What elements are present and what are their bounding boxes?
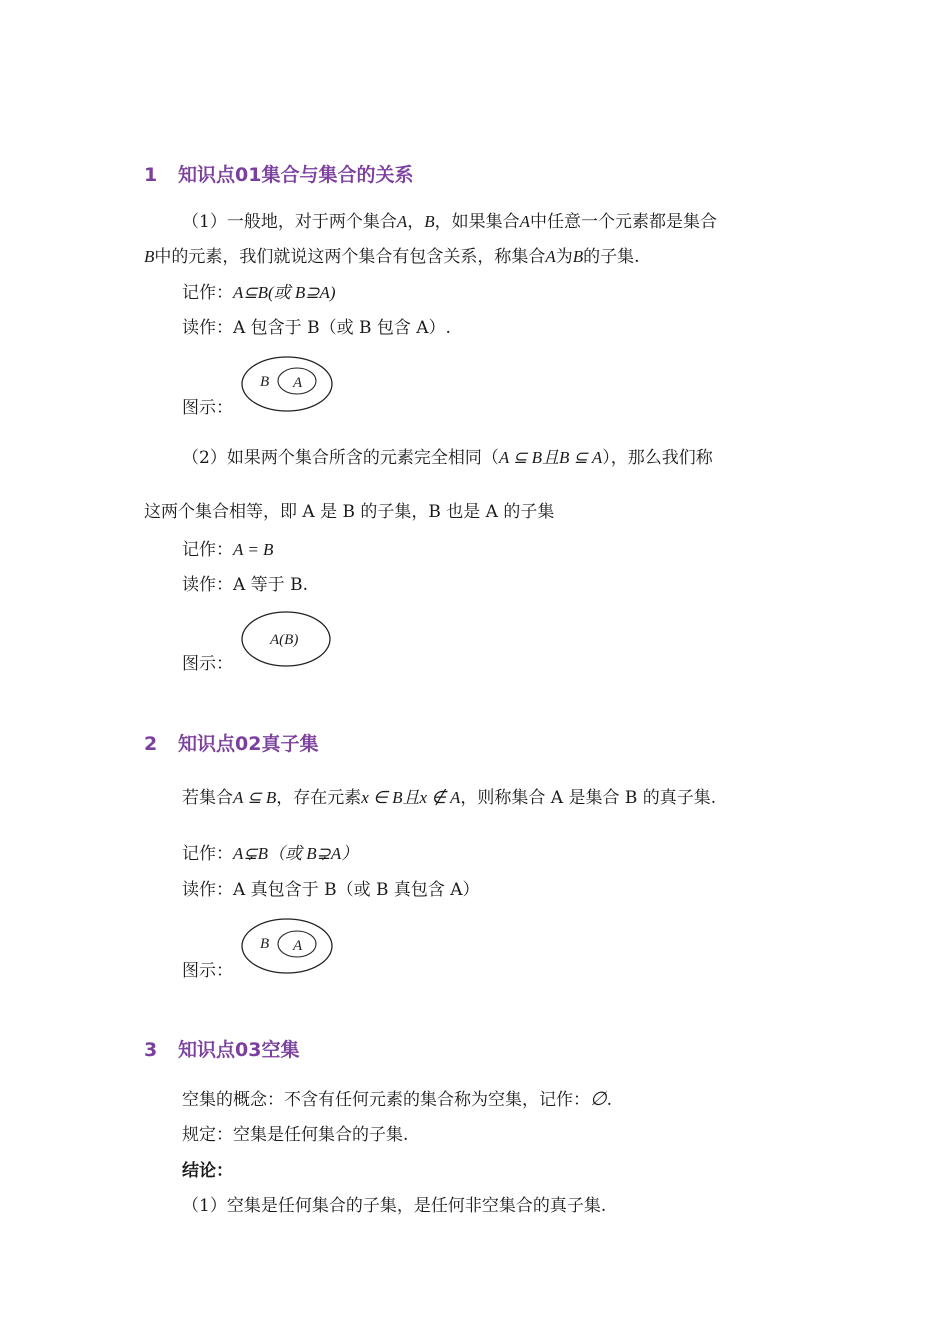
venn-inner-label: A — [293, 375, 303, 391]
label: 记作： — [182, 844, 233, 864]
label: 读作： — [182, 880, 233, 900]
section-title: 知识点03空集 — [178, 1039, 300, 1061]
notation-line-3 — [182, 843, 358, 865]
empty-set-symbol: ∅ — [590, 1089, 607, 1110]
venn-outer-label: B — [260, 374, 270, 390]
math-var: B — [424, 212, 435, 231]
venn-diagram-proper-subset — [240, 916, 336, 978]
math-var: A — [545, 247, 556, 266]
section-title: 知识点01集合与集合的关系 — [178, 164, 414, 186]
text: ，存在元素 — [276, 788, 362, 808]
text: （2）如果两个集合所含的元素完全相同（ — [182, 448, 499, 468]
math-var: A — [519, 212, 530, 231]
notation-line-1 — [182, 282, 336, 304]
text: ，则称集合 A 是集合 B 的真子集. — [460, 788, 717, 808]
math-var: B — [572, 247, 584, 266]
paragraph-2-line-2: 这两个集合相等，即 A 是 B 的子集，B 也是 A 的子集 — [144, 502, 555, 522]
section-number: 1 — [144, 164, 158, 186]
section-heading-3 — [144, 1035, 299, 1062]
empty-set-concept — [182, 1089, 612, 1111]
diagram-label-2: 图示： — [182, 654, 233, 674]
reading-line-2 — [182, 574, 308, 596]
reading: A 真包含于 B（或 B 真包含 A） — [233, 880, 480, 900]
label: 读作： — [182, 575, 233, 595]
formula: x ∈ B且x ∉ A — [361, 788, 461, 807]
text: ，如果集合 — [434, 212, 520, 232]
paragraph-1-line-1 — [182, 211, 717, 233]
section-heading-1 — [144, 160, 413, 187]
label: 记作： — [182, 540, 233, 560]
text: ， — [407, 212, 425, 232]
conclusion-label: 结论： — [182, 1161, 233, 1181]
formula: A ⊆ B且B ⊆ A — [498, 448, 603, 467]
diagram-label-3: 图示： — [182, 961, 233, 981]
venn-equal-label: A(B) — [270, 632, 299, 648]
text: （1）一般地，对于两个集合 — [182, 212, 397, 232]
text: 中的元素，我们就说这两个集合有包含关系，称集合 — [154, 247, 546, 267]
label: 记作： — [182, 283, 233, 303]
text: . — [606, 1090, 612, 1110]
notation-line-2 — [182, 539, 273, 561]
text: 若集合 — [182, 788, 233, 808]
diagram-label-1: 图示： — [182, 398, 233, 418]
proper-subset-definition — [182, 787, 716, 809]
empty-set-rule: 规定：空集是任何集合的子集. — [182, 1125, 409, 1145]
section-number: 2 — [144, 733, 158, 755]
math-var: B — [144, 247, 155, 266]
notation: A = B — [233, 540, 274, 559]
text: 的子集. — [583, 247, 640, 267]
math-var: A — [396, 212, 408, 231]
reading-line-3 — [182, 879, 480, 901]
conclusion-item-1: （1）空集是任何集合的子集，是任何非空集合的真子集. — [182, 1196, 607, 1216]
text: 空集的概念：不含有任何元素的集合称为空集，记作： — [182, 1090, 590, 1110]
formula: A ⊆ B — [233, 788, 277, 807]
reading: A 等于 B. — [233, 575, 308, 595]
text: ），那么我们称 — [602, 448, 713, 468]
reading: A 包含于 B（或 B 包含 A）. — [233, 318, 451, 338]
section-title: 知识点02真子集 — [178, 733, 319, 755]
venn-diagram-equal — [240, 609, 334, 669]
venn-inner-label: A — [293, 938, 303, 954]
text: 中任意一个元素都是集合 — [530, 212, 717, 232]
venn-diagram-subset — [240, 354, 336, 416]
text: 为 — [555, 247, 573, 267]
section-number: 3 — [144, 1039, 158, 1061]
paragraph-2-line-1 — [182, 447, 713, 469]
notation: A⊊B（或 B⊋A） — [233, 844, 359, 863]
reading-line-1 — [182, 317, 451, 339]
notation: A⊆B(或 B⊇A) — [233, 283, 336, 302]
paragraph-1-line-2 — [144, 246, 640, 268]
label: 读作： — [182, 318, 233, 338]
section-heading-2 — [144, 729, 318, 756]
venn-outer-label: B — [260, 936, 270, 952]
